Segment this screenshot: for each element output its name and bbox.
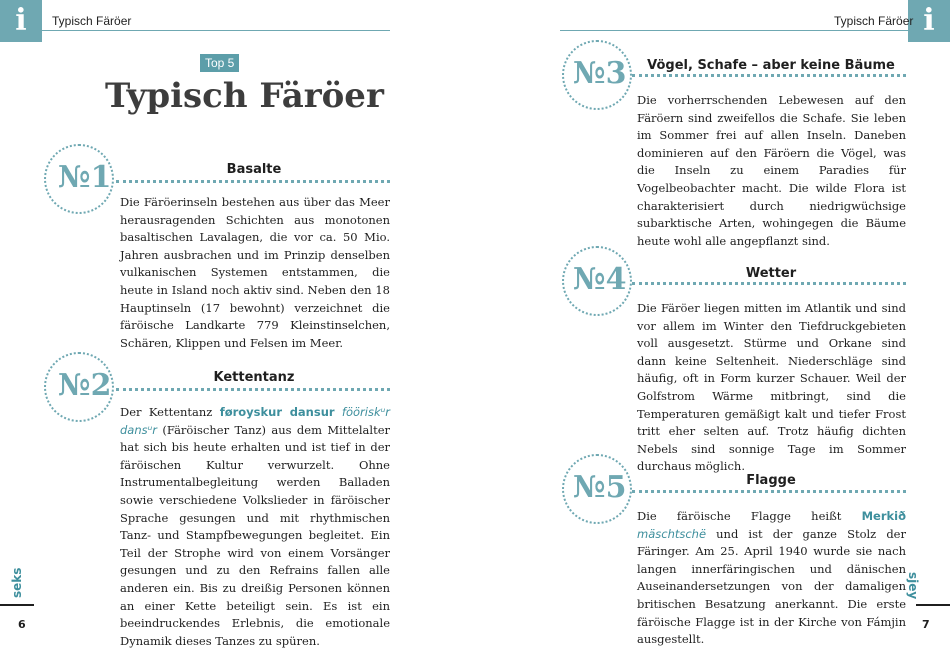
info-icon: i (908, 0, 950, 42)
faroese-term: Merkið (861, 509, 906, 523)
dotted-divider (116, 180, 390, 183)
dotted-divider (116, 388, 390, 391)
page-word-label: sjey (906, 572, 920, 600)
dotted-divider (632, 282, 906, 285)
body-text: Die färöische Flagge heißt (637, 509, 862, 523)
section-title: Wetter (745, 266, 797, 281)
section-number: №5 (573, 470, 627, 505)
body-text: (Färöischer Tanz) aus dem Mittelalter hat sich bis heute erhalten und ist tief in der färöischen Kultur verwurzelt. Ohne Instrumentalbegleitung werden Balladen sowie verschiedene Volkslieder in färöischer Sprache gesungen und mit rhythmischen Tanz- und Stampfbewegungen begleitet. Ein Teil der Strophe wird von einem Vorsänger gesungen und zu den Refrains fallen alle anderen ein. Bis zu dreißig Personen können an einer Kette beteiligt sein. Es ist ein beeindruckendes Erlebnis, die emotionale Dynamik dieses Tanzes zu spüren. (120, 422, 390, 648)
section-title: Kettentanz (213, 370, 295, 385)
page-number: 7 (922, 618, 930, 631)
section-number: №1 (58, 160, 112, 195)
section-body (120, 404, 390, 650)
running-head: Typisch Färöer (52, 14, 132, 28)
body-text: und ist der ganze Stolz der Färinger. Am 25. April 1940 wurde sie nach langen innerfäringischen und dänischen Auseinandersetzungen von der damaligen britischen Besatzung anerkannt. Die erste färöische Flagge ist in der Kirche von Fámjin ausgestellt. (637, 526, 906, 647)
section-body: Die Färöerinseln bestehen aus über das Meer herausragenden Schichten aus monotonen basaltischen Lavalagen, die vor ca. 50 Mio. Jahren ausbrachen und im Prinzip denselben vulkanischen Systemen entstammen, die heute in Island noch aktiv sind. Neben den 18 Hauptinseln (17 bewohnt) verzeichnet die färöische Landkarte 779 Kleinstinselchen, Schären, Klippen und Felsen im Meer. (120, 195, 390, 350)
pronunciation: fööriskᵘr dansᵘr (120, 405, 390, 437)
page-number: 6 (18, 618, 26, 631)
faroese-term: føroyskur dansur (219, 405, 335, 419)
running-head: Typisch Färöer (834, 14, 914, 28)
dotted-divider (632, 74, 906, 77)
section-title: Flagge (746, 473, 796, 488)
section-body (637, 508, 906, 649)
section-title: Vögel, Schafe – aber keine Bäume (647, 58, 895, 73)
header-rule (560, 30, 908, 31)
dotted-divider (632, 490, 906, 493)
header-rule (42, 30, 390, 31)
pronunciation: mäschtschë (637, 526, 707, 541)
info-icon: i (0, 0, 42, 42)
section-number: №3 (573, 56, 627, 91)
footer-rule (0, 604, 34, 606)
top-badge: Top 5 (200, 54, 239, 72)
section-body: Die vorherrschenden Lebewesen auf den Färöern sind zweifellos die Schafe. Sie leben im Sommer frei auf allen Inseln. Daneben dominieren auf den Färöern die Vögel, was die Inseln zu einem Paradies für Vogelbeobachter macht. Die wilde Flora ist charakterisiert durch niedrigwüchsige subarktische Arten, wohingegen die Bäume heute wohl alle angepflanzt sind. (637, 93, 906, 248)
section-number: №2 (58, 368, 112, 403)
body-text: Der Kettentanz (120, 405, 220, 419)
page-title: Typisch Färöer (105, 76, 384, 116)
section-title: Basalte (226, 162, 282, 177)
section-number: №4 (573, 262, 627, 297)
section-body: Die Färöer liegen mitten im Atlantik und sind vor allem im Winter den Tiefdruckgebieten voll ausgesetzt. Stürme und Orkane sind dann keine Seltenheit. Niederschläge sind häufig, oft in Form kurzer Schauer. Weil der Golfstrom Wärme mitbringt, sind die Temperaturen gemäßigt kalt und tiefer Frost tritt eher selten auf. Trotz häufig dichten Nebels sind sonnige Tage im Sommer durchaus möglich. (637, 301, 906, 474)
footer-rule (916, 604, 950, 606)
page-word-label: seks (10, 567, 24, 598)
